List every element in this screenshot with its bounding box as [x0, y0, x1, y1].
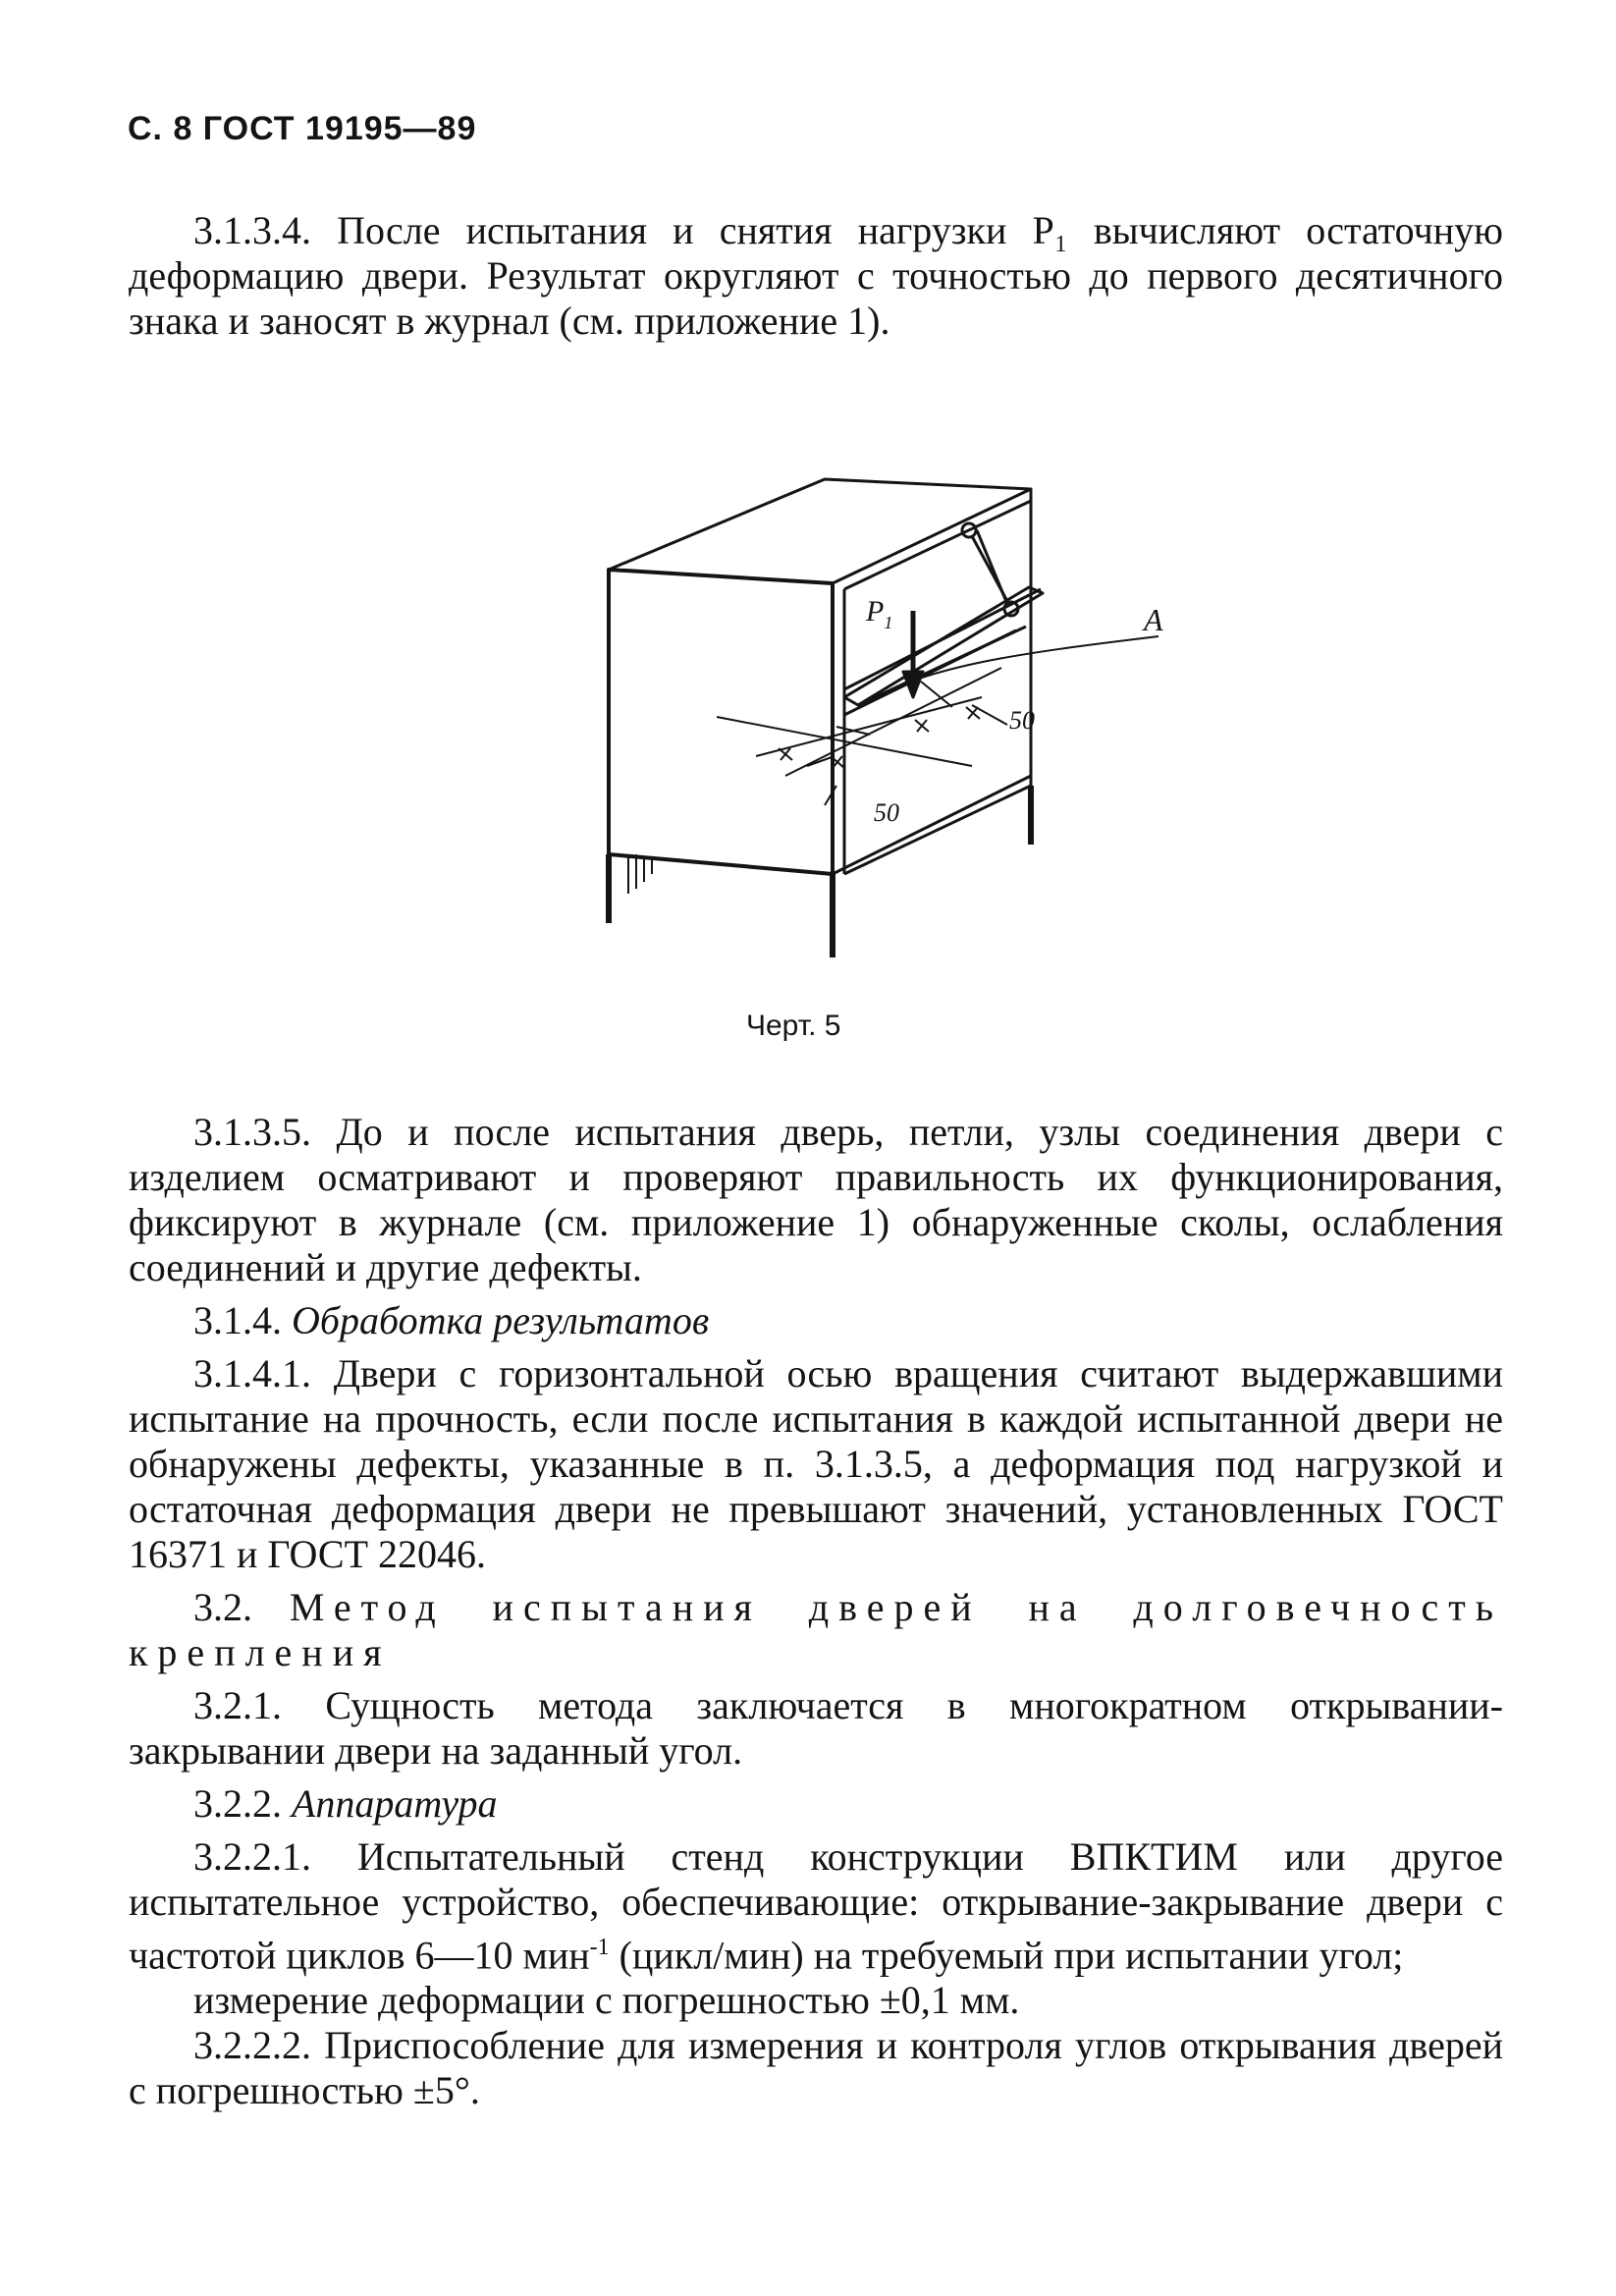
heading-3-2-title: Метод испытания дверей на долговечность крепления [129, 1585, 1504, 1674]
running-head: С. 8 ГОСТ 19195—89 [128, 110, 477, 147]
dimension-label-right: 50 [1009, 706, 1035, 735]
paragraph-3-2-1: 3.2.1. Сущность метода заключается в многократном открывании- закрывании двери на заданный угол. [129, 1683, 1503, 1773]
heading-3-2-2-number: 3.2.2. [193, 1781, 282, 1826]
heading-3-1-4-number: 3.1.4. [193, 1298, 282, 1342]
section-3-1-3-4 [129, 208, 1503, 344]
force-label: $P_1$ [866, 595, 893, 632]
heading-3-2-2 [129, 1781, 1503, 1827]
paragraph-3-2-2-1-text-end: (цикл/мин) на требуемый при испытании угол; [609, 1933, 1404, 1978]
heading-3-2 [129, 1585, 1503, 1675]
paragraph-3-1-4-1: 3.1.4.1. Двери с горизонтальной осью вращения считают выдержавшими испытание на прочность, если после испытания в каждой испытанной двери не обнаружены дефекты, указанные в п. 3.1.3.5, а деформация под нагрузкой и остаточная деформация двери не превышают значений, установленных ГОСТ 16371 и ГОСТ 22046. [129, 1351, 1503, 1576]
figure-caption: Черт. 5 [746, 1010, 841, 1042]
body-text [129, 1110, 1503, 2113]
paragraph-3-2-2-1 [129, 1834, 1503, 1978]
paragraph-3-2-2-1-superscript: -1 [589, 1935, 610, 1960]
cabinet-left-panel [609, 570, 833, 874]
paragraph-3-1-3-4: 3.1.3.4. После испытания и снятия нагрузки P₁ вычисляют остаточную деформацию двери. Результат округляют с точностью до первого десятичного знака и заносят в журнал (см. приложение 1). [129, 208, 1503, 343]
heading-3-2-2-title: Аппаратура [292, 1781, 498, 1826]
paragraph-3-2-2-1-text: 3.2.2.1. Испытательный стенд конструкции ВПКТИМ или другое испытательное устройство, обеспечивающие: открывание-закрывание двери с частотой циклов 6—10 мин [129, 1834, 1503, 1978]
heading-3-2-number: 3.2. [193, 1585, 252, 1629]
cabinet-drawing [579, 462, 1188, 992]
dimension-label-bottom: 50 [874, 798, 899, 827]
paragraph-3-2-2-1-line-2: измерение деформации с погрешностью ±0,1 мм. [193, 1978, 1020, 2023]
heading-3-1-4-title: Обработка результатов [292, 1298, 710, 1342]
label-a: A [1144, 602, 1163, 637]
heading-3-1-4 [129, 1298, 1503, 1343]
paragraph-3-2-2-2: 3.2.2.2. Приспособление для измерения и контроля углов открывания дверей с погрешностью ±5°. [129, 2023, 1503, 2113]
paragraph-3-1-3-5: 3.1.3.5. До и после испытания дверь, петли, узлы соединения двери с изделием осматривают и проверяют правильность их функционирования, фиксируют в журнале (см. приложение 1) обнаруженные сколы, ослабления соединений и другие дефекты. [129, 1110, 1503, 1289]
